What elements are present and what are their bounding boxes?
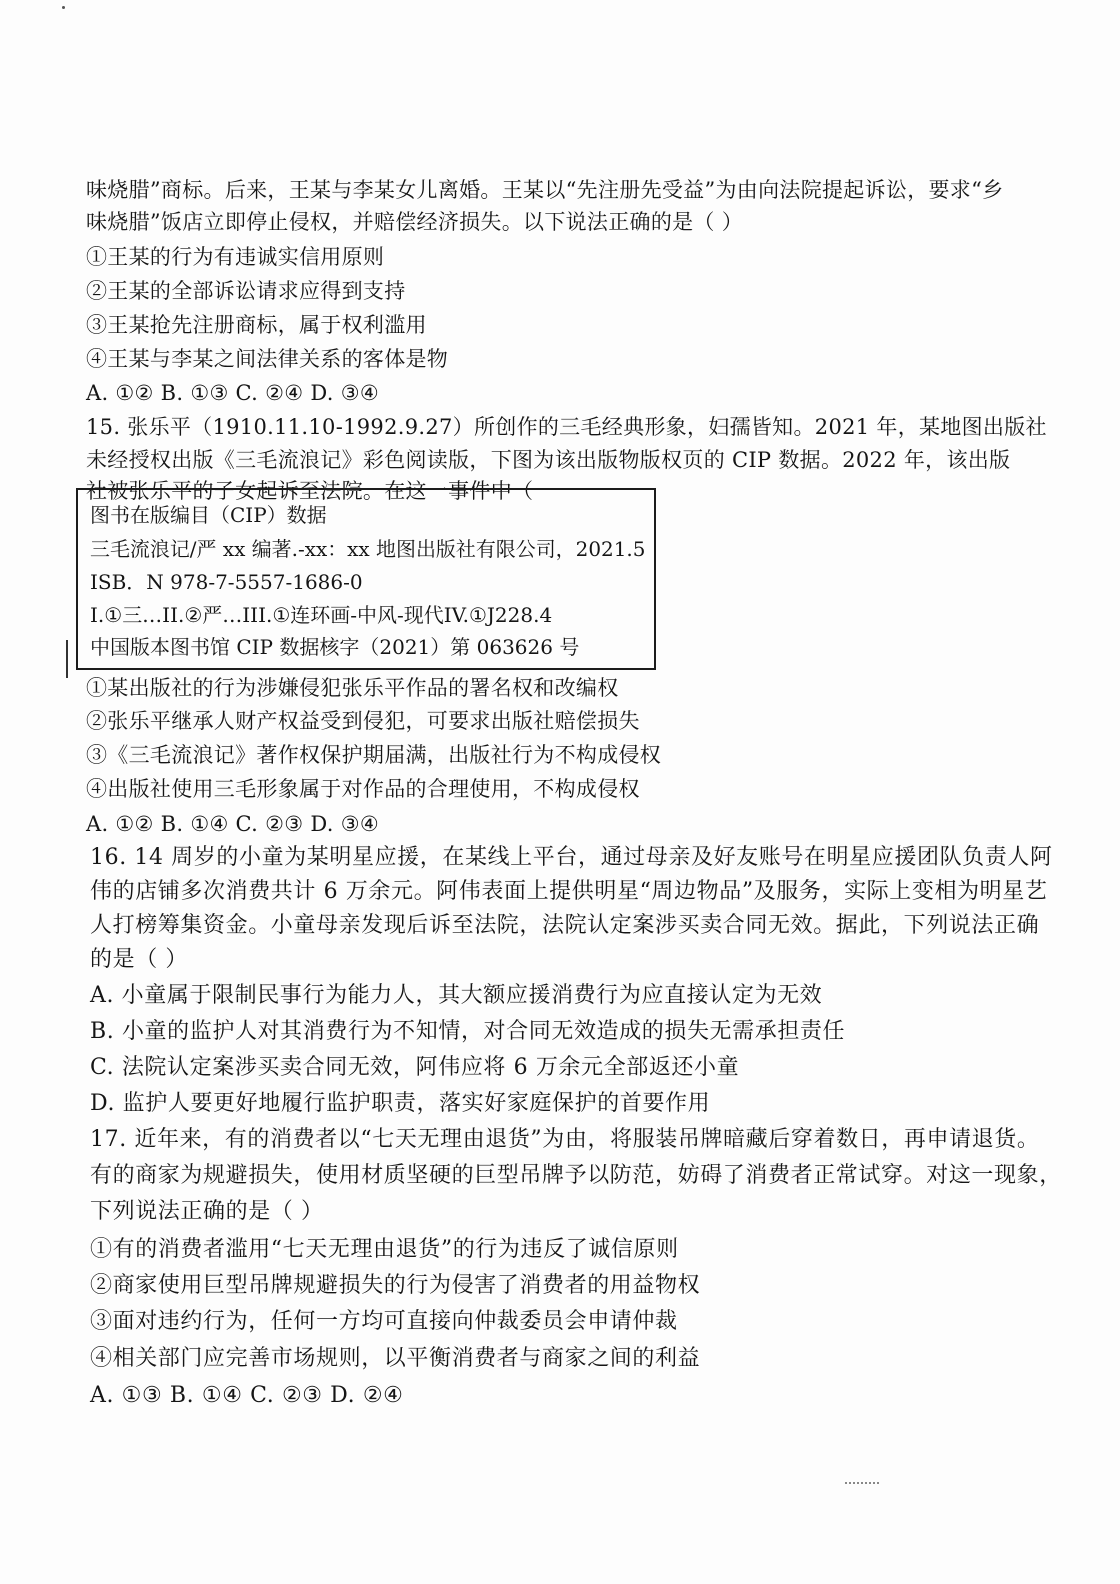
q15-option-1: ①某出版社的行为涉嫌侵犯张乐平作品的署名权和改编权 [86, 676, 619, 700]
scan-speck [62, 6, 65, 9]
cip-data-box [76, 488, 656, 670]
q17-stem-line-3: 下列说法正确的是（ ） [90, 1199, 324, 1224]
q16-stem-line-4: 的是（ ） [90, 947, 188, 972]
q14-stem-line-2: 味烧腊”饭店立即停止侵权，并赔偿经济损失。以下说法正确的是（ ） [86, 210, 744, 234]
cip-row-2: ISB．N 978-7-5557-1686-0 [90, 570, 363, 594]
q17-stem-line-1: 17. 近年来，有的消费者以“七天无理由退货”为由，将服装吊牌暗藏后穿着数日，再申请退货。 [90, 1127, 1040, 1152]
q16-stem-line-2: 伟的店铺多次消费共计 6 万余元。阿伟表面上提供明星“周边物品”及服务，实际上变相为明星艺 [90, 879, 1048, 904]
q15-option-4: ④出版社使用三毛形象属于对作品的合理使用，不构成侵权 [86, 777, 640, 801]
q17-option-4: ④相关部门应完善市场规则，以平衡消费者与商家之间的利益 [90, 1346, 701, 1371]
q14-option-2: ②王某的全部诉讼请求应得到支持 [86, 279, 406, 303]
q14-option-4: ④王某与李某之间法律关系的客体是物 [86, 347, 449, 371]
q16-option-d: D. 监护人要更好地履行监护职责，落实好家庭保护的首要作用 [90, 1091, 711, 1116]
scan-edge-mark [66, 640, 68, 678]
q14-option-3: ③王某抢先注册商标，属于权利滥用 [86, 313, 427, 337]
q16-option-b: B. 小童的监护人对其消费行为不知情，对合同无效造成的损失无需承担责任 [90, 1019, 846, 1044]
q15-option-3: ③《三毛流浪记》著作权保护期届满，出版社行为不构成侵权 [86, 743, 662, 767]
q14-stem-line-1: 味烧腊”商标。后来，王某与李某女儿离婚。王某以“先注册先受益”为由向法院提起诉讼，要求“乡 [86, 178, 1004, 202]
q17-answer-choices: A. ①③ B. ①④ C. ②③ D. ②④ [90, 1383, 404, 1408]
q17-stem-line-2: 有的商家为规避损失，使用材质坚硬的巨型吊牌予以防范，妨碍了消费者正常试穿。对这一现象， [90, 1163, 1062, 1188]
cip-row-1: 三毛流浪记/严 xx 编著.-xx：xx 地图出版社有限公司，2021.5 [90, 537, 646, 561]
q17-option-2: ②商家使用巨型吊牌规避损失的行为侵害了消费者的用益物权 [90, 1273, 701, 1298]
cip-title: 图书在版编目（CIP）数据 [90, 503, 327, 527]
q14-answer-choices: A. ①② B. ①③ C. ②④ D. ③④ [86, 381, 379, 405]
cip-row-3: I.①三…II.②严…III.①连环画-中风-现代IV.①J228.4 [90, 603, 553, 627]
scan-footer-mark [845, 1478, 879, 1484]
cip-row-4: 中国版本图书馆 CIP 数据核字（2021）第 063626 号 [90, 635, 580, 659]
q16-option-a: A. 小童属于限制民事行为能力人，其大额应援消费行为应直接认定为无效 [90, 983, 823, 1008]
q17-option-3: ③面对违约行为，任何一方均可直接向仲裁委员会申请仲裁 [90, 1309, 678, 1334]
q15-answer-choices: A. ①② B. ①④ C. ②③ D. ③④ [86, 812, 379, 836]
q17-option-1: ①有的消费者滥用“七天无理由退货”的行为违反了诚信原则 [90, 1237, 679, 1262]
q16-stem-line-3: 人打榜筹集资金。小童母亲发现后诉至法院，法院认定案涉买卖合同无效。据此，下列说法正确 [90, 913, 1040, 938]
q16-stem-line-1: 16. 14 周岁的小童为某明星应援，在某线上平台，通过母亲及好友账号在明星应援团队负责人阿 [90, 845, 1053, 870]
q15-stem-line-3: 社被张乐平的子女起诉至法院。在这一事件中（ [86, 479, 534, 503]
q15-stem-line-2: 未经授权出版《三毛流浪记》彩色阅读版，下图为该出版物版权页的 CIP 数据。2022 年，该出版 [86, 448, 1011, 472]
q14-option-1: ①王某的行为有违诚实信用原则 [86, 245, 385, 269]
q15-option-2: ②张乐平继承人财产权益受到侵犯，可要求出版社赔偿损失 [86, 709, 640, 733]
q15-stem-line-1: 15. 张乐平（1910.11.10-1992.9.27）所创作的三毛经典形象，妇孺皆知。2021 年，某地图出版社 [86, 415, 1047, 439]
q16-option-c: C. 法院认定案涉买卖合同无效，阿伟应将 6 万余元全部返还小童 [90, 1055, 740, 1080]
